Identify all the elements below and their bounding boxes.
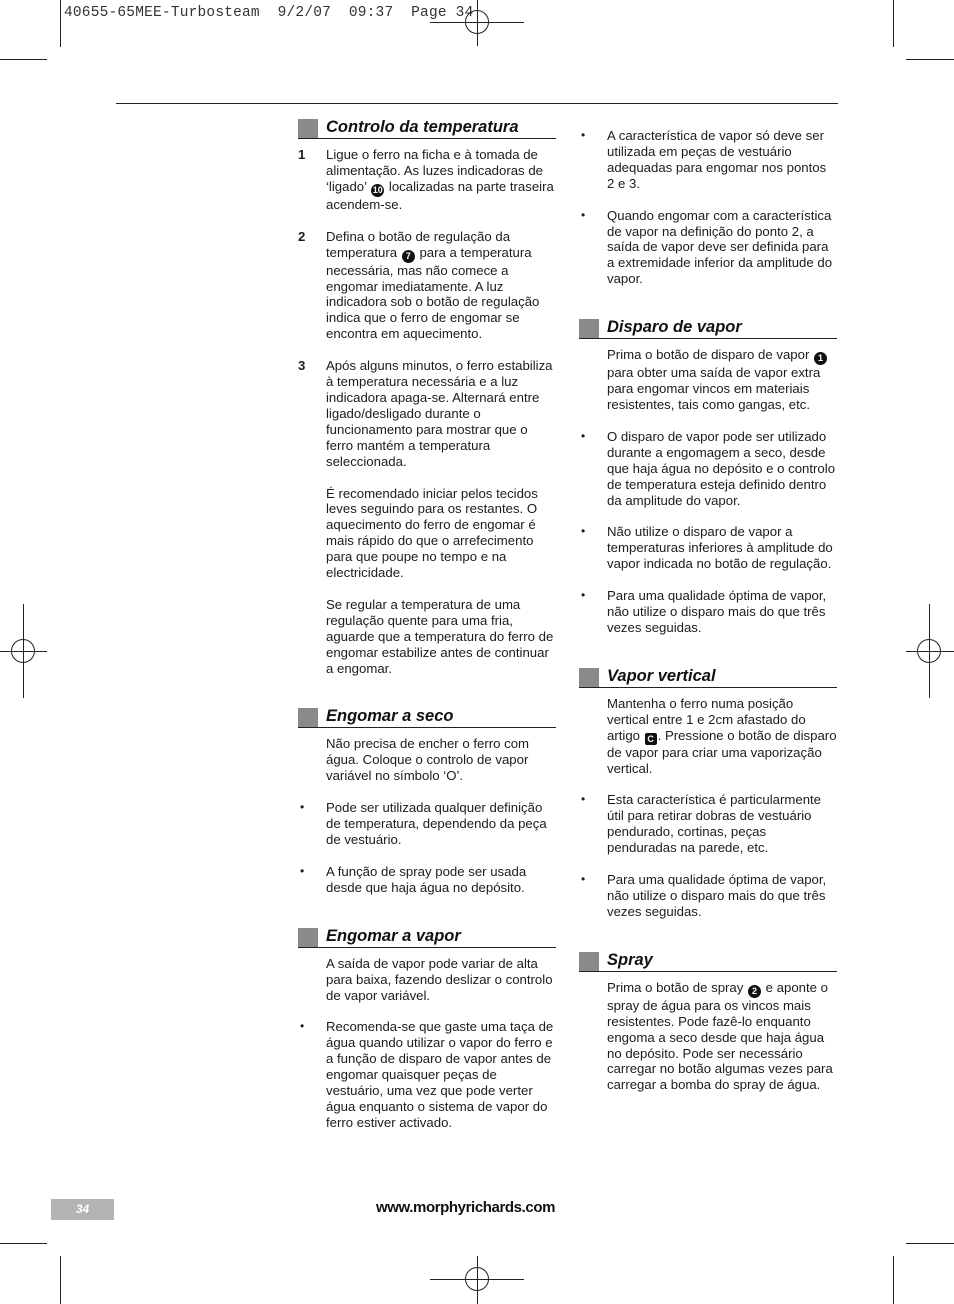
bullet-icon: • [581,524,586,539]
section-title: Spray [607,950,653,969]
body-text: Ligue o ferro na ficha e à tomada de alimentação. As luzes indicadoras de ‘ligado’ [326,147,543,194]
section-heading [298,926,556,948]
section-title: Engomar a vapor [326,926,461,945]
bullet-item [298,864,556,896]
heading-square-icon [579,319,599,338]
bullet-icon: • [581,207,586,222]
body-text: A saída de vapor pode variar de alta para baixa, fazendo deslizar o controlo de vapor variável. [326,955,553,1003]
part-number-badge-icon: 7 [402,250,415,263]
heading-square-icon [298,119,318,138]
section-spray [579,950,837,1093]
section-continued [579,117,837,287]
body-text: Para uma qualidade óptima de vapor, não utilize o disparo mais do que três vezes seguidas. [607,872,827,919]
bullet-item [579,792,837,856]
heading-square-icon [579,952,599,971]
print-slug: 40655-65MEE-Turbosteam 9/2/07 09:37 Page 34 [64,5,474,21]
body-text: O disparo de vapor pode ser utilizado durante a engomagem a seco, desde que haja água no depósito e o controlo de temperatura esteja definido dentro da amplitude do vapor. [607,428,836,508]
body-text: Prima o botão de disparo de vapor [607,347,813,363]
bullet-item [579,429,837,509]
bullet-item [579,524,837,572]
bullet-icon: • [581,428,586,443]
body-text: Se regular a temperatura de uma regulação quente para uma fria, aguarde que a temperatura do ferro de engomar estabilize antes de continuar a engomar. [326,596,554,676]
section-disparo-de-vapor [579,317,837,636]
body-text: para a temperatura necessária, mas não comece a engomar imediatamente. A luz indicadora sob o botão de regulação indica que o ferro de engomar se encontra em aquecimento. [326,244,540,342]
section-heading [579,317,837,339]
bullet-icon: • [300,1019,305,1034]
body-text: localizadas na parte traseira acendem-se. [326,178,554,212]
bullet-item [298,1019,556,1130]
section-vapor-vertical [579,666,837,920]
part-number-badge-icon: 10 [372,184,383,195]
numbered-step [298,147,556,213]
body-text: A característica de vapor só deve ser utilizada em peças de vestuário adequadas para engomar nos pontos 2 e 3. [607,128,827,191]
paragraph [298,956,556,1004]
step-number: 2 [298,228,306,244]
heading-square-icon [298,928,318,947]
body-text: A função de spray pode ser usada desde que haja água no depósito. [326,863,527,895]
section-heading [298,706,556,728]
bullet-icon: • [581,128,586,142]
section-heading [579,950,837,972]
paragraph [579,696,837,777]
bullet-item [579,128,837,192]
section-title: Vapor vertical [607,666,716,685]
body-text: É recomendado iniciar pelos tecidos leves seguindo para os restantes. O aquecimento do ferro de engomar é mais rápido do que o arrefecimento para que poupe no tempo e na electricidade. [326,485,538,581]
section-title: Engomar a seco [326,707,454,726]
body-text: . Pressione o botão de disparo de vapor para criar uma vaporização vertical. [607,727,837,776]
section-heading [298,117,556,139]
paragraph [579,980,837,1093]
body-text: e aponte o spray de água para os vincos mais resistentes. Pode fazê-lo enquanto engoma a seco desde que haja água no depósito. Pode ser necessário carregar no botão algumas vezes para carregar a bomba do spray de água. [607,979,833,1093]
page-number-box [51,1199,114,1220]
bullet-icon: • [581,588,586,603]
bullet-item [579,872,837,920]
bullet-icon: • [581,792,586,807]
part-number-badge-icon: C [645,733,657,745]
bullet-item [579,208,837,288]
right-column [579,117,837,1093]
body-text: Após alguns minutos, o ferro estabiliza à temperatura necessária e a luz indicadora apaga-se. Alternará entre ligado/desligado durante o funcionamento para mostrar que o ferro mantém a temperatura seleccionada. [326,358,553,469]
section-title: Controlo da temperatura [326,118,519,136]
numbered-step [298,229,556,342]
section-heading [579,666,837,688]
section-engomar-a-seco [298,706,556,895]
numbered-step [298,358,556,469]
paragraph [298,597,556,677]
body-text: Recomenda-se que gaste uma taça de água quando utilizar o vapor do ferro e a função de disparo de vapor antes de engomar quaisquer peças de vestuário, uma vez que pode verter água enquanto o sistema de vapor do ferro estiver activado. [326,1019,554,1130]
bullet-icon: • [300,863,305,878]
heading-square-icon [579,668,599,687]
bullet-item [579,588,837,636]
body-text: Prima o botão de spray [607,979,748,995]
part-number-badge-icon: 2 [748,985,761,998]
body-text: Quando engomar com a característica de vapor na definição do ponto 2, a saída de vapor deve ser definida para a extremidade inferior da amplitude do vapor. [607,207,833,287]
bullet-icon: • [300,800,305,815]
body-text: Esta característica é particularmente útil para retirar dobras de vestuário pendurado, cortinas, peças penduradas na parede, etc. [607,792,822,856]
body-text: Para uma qualidade óptima de vapor, não utilize o disparo mais do que três vezes seguidas. [607,588,827,635]
paragraph [298,486,556,581]
part-number-badge-icon: 1 [814,352,827,365]
step-number: 3 [298,358,306,374]
body-text: Pode ser utilizada qualquer definição de temperatura, dependendo da peça de vestuário. [326,800,547,847]
section-engomar-a-vapor [298,926,556,1131]
body-text: Defina o botão de regulação da temperatura [326,228,511,260]
body-text: Não utilize o disparo de vapor a temperaturas inferiores à amplitude do vapor indicada no botão de regulação. [607,524,833,572]
section-controlo-da-temperatura [298,117,556,676]
bullet-item [298,800,556,848]
paragraph [298,736,556,784]
bullet-icon: • [581,872,586,887]
heading-square-icon [298,708,318,727]
step-number: 1 [298,147,306,162]
body-text: Mantenha o ferro numa posição vertical entre 1 e 2cm afastado do artigo [607,695,806,743]
body-text: para obter uma saída de vapor extra para engomar vincos em materiais resistentes, tais como gangas, etc. [607,365,821,412]
body-text: Não precisa de encher o ferro com água. Coloque o controlo de vapor variável no símbolo ‘O’. [326,736,530,784]
paragraph [579,347,837,413]
section-title: Disparo de vapor [607,318,742,337]
left-column [298,117,556,1131]
page-number: 34 [75,1202,90,1216]
top-rule [116,103,838,104]
website-url: www.morphyrichards.com [376,1199,556,1216]
